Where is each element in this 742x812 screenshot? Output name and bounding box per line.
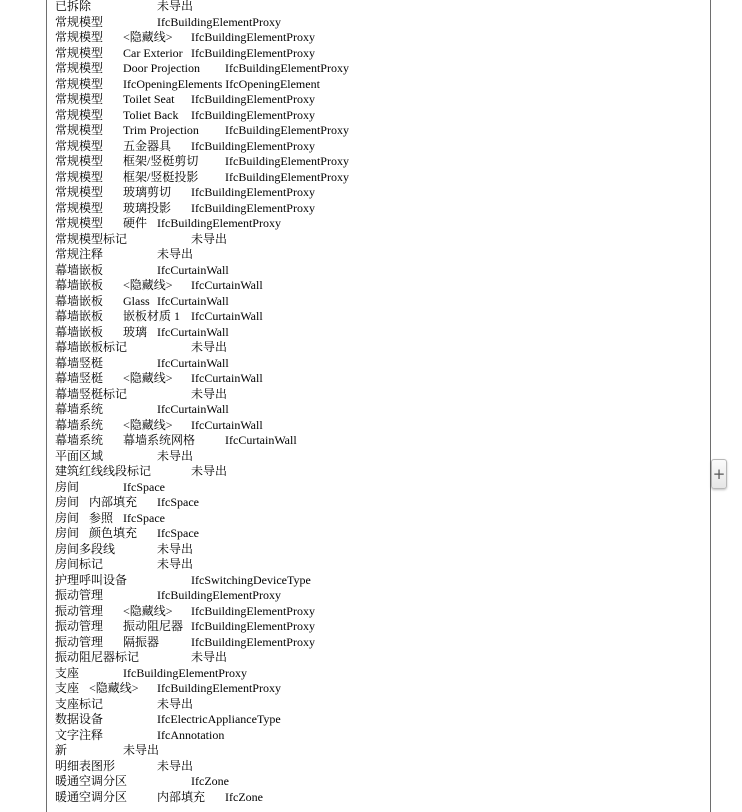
text-line: 常规模型 框架/竖梃剪切 IfcBuildingElementProxy [55,154,349,168]
text-line: 明细表图形 未导出 [55,758,194,773]
text-line: 幕墙嵌板 IfcCurtainWall [55,262,229,277]
text-line: 平面区域 未导出 [55,448,194,463]
text-line: 常规模型 <隐藏线> IfcBuildingElementProxy [55,30,315,44]
text-line: 幕墙嵌板 Glass IfcCurtainWall [55,293,229,308]
text-line: 常规模型 IfcBuildingElementProxy [55,14,281,29]
text-line: 振动阻尼器标记 未导出 [55,650,228,664]
text-document-view [46,0,711,812]
text-line: 常规模型 硬件 IfcBuildingElementProxy [55,216,281,230]
text-line: 护理呼叫设备 IfcSwitchingDeviceType [55,572,311,587]
text-line: 常规模型 Toliet Back IfcBuildingElementProxy [55,107,315,122]
text-line: 支座标记 未导出 [55,696,194,711]
text-line: 常规模型 Toilet Seat IfcBuildingElementProxy [55,92,315,106]
text-line: 房间 IfcSpace [55,479,165,494]
text-line: 常规模型 玻璃剪切 IfcBuildingElementProxy [55,185,315,199]
text-line: 新 未导出 [55,743,160,757]
text-line: 振动管理 IfcBuildingElementProxy [55,588,281,602]
text-line: 幕墙系统 IfcCurtainWall [55,402,229,416]
plus-icon: + [712,465,726,483]
text-line: 房间 颜色填充 IfcSpace [55,526,199,540]
text-line: 暖通空调分区 IfcZone [55,774,229,788]
text-line: 幕墙嵌板 嵌板材质 1 IfcCurtainWall [55,309,263,323]
text-line: 幕墙竖梃 IfcCurtainWall [55,355,229,370]
text-line: 支座 IfcBuildingElementProxy [55,665,247,680]
text-line: 常规模型 Car Exterior IfcBuildingElementProxy [55,45,315,60]
text-line: 幕墙系统 幕墙系统网格 IfcCurtainWall [55,433,297,447]
text-line: 房间 内部填充 IfcSpace [55,495,199,509]
text-line: 暖通空调分区 内部填充 IfcZone [55,789,263,804]
text-line: 常规模型标记 未导出 [55,231,228,246]
category-mapping-list [55,0,349,805]
text-line: 已拆除 未导出 [55,0,194,13]
text-line: 常规模型 五金器具 IfcBuildingElementProxy [55,138,315,153]
text-line: 幕墙竖梃标记 未导出 [55,386,228,401]
text-line: 房间 参照 IfcSpace [55,510,165,525]
text-line: 振动管理 振动阻尼器 IfcBuildingElementProxy [55,619,315,633]
text-line: 房间多段线 未导出 [55,541,194,556]
text-line: 幕墙竖梃 <隐藏线> IfcCurtainWall [55,371,263,385]
text-line: 数据设备 IfcElectricApplianceType [55,712,281,726]
text-line: 常规模型 玻璃投影 IfcBuildingElementProxy [55,200,315,215]
zoom-in-button[interactable] [711,459,727,489]
text-line: 建筑红线线段标记 未导出 [55,464,228,478]
text-line: 常规注释 未导出 [55,247,194,261]
text-line: 幕墙嵌板标记 未导出 [55,340,228,354]
text-line: 文字注释 IfcAnnotation [55,727,225,742]
text-line: 常规模型 Door Projection IfcBuildingElementProxy [55,61,349,75]
text-line: 幕墙嵌板 <隐藏线> IfcCurtainWall [55,278,263,292]
text-line: 支座 <隐藏线> IfcBuildingElementProxy [55,681,281,695]
text-line: 振动管理 <隐藏线> IfcBuildingElementProxy [55,603,315,618]
text-line: 房间标记 未导出 [55,557,194,571]
text-line: 常规模型 IfcOpeningElements IfcOpeningElement [55,76,320,91]
text-line: 常规模型 框架/竖梃投影 IfcBuildingElementProxy [55,169,349,184]
text-line: 幕墙系统 <隐藏线> IfcCurtainWall [55,417,263,432]
text-line: 幕墙嵌板 玻璃 IfcCurtainWall [55,324,229,339]
text-line: 振动管理 隔振器 IfcBuildingElementProxy [55,634,315,649]
text-line: 常规模型 Trim Projection IfcBuildingElementProxy [55,123,349,137]
